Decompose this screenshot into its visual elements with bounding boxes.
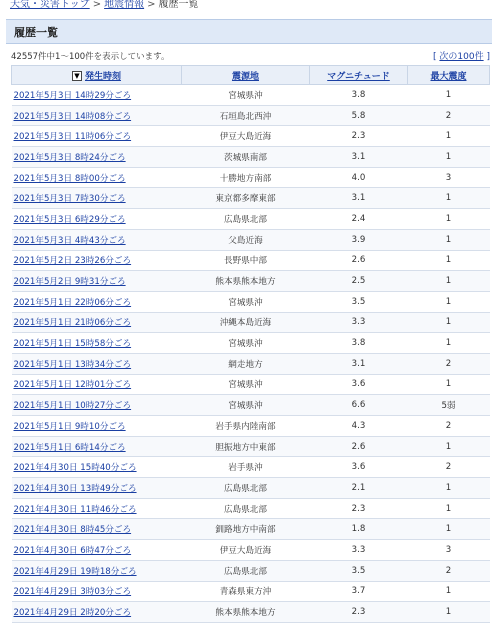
- table-row: [12, 540, 490, 561]
- row-epicenter-cell: 岩手県内陸南部: [182, 416, 310, 437]
- row-max-intensity-cell: 1: [408, 209, 490, 230]
- row-time-cell: [12, 312, 182, 333]
- page-title: 履歴一覧: [14, 26, 58, 39]
- row-time-cell: [12, 519, 182, 540]
- row-magnitude-cell: 2.6: [310, 436, 408, 457]
- row-magnitude-cell: 1.8: [310, 519, 408, 540]
- row-time-cell: [12, 436, 182, 457]
- row-magnitude-cell: 2.3: [310, 602, 408, 623]
- row-time-cell: [12, 333, 182, 354]
- row-max-intensity-cell: 1: [408, 374, 490, 395]
- row-max-intensity-cell: 1: [408, 85, 490, 106]
- table-row: [12, 105, 490, 126]
- table-row: [12, 519, 490, 540]
- row-magnitude-cell: 3.7: [310, 581, 408, 602]
- row-time-cell: [12, 209, 182, 230]
- table-row: [12, 250, 490, 271]
- earthquake-detail-link[interactable]: 2021年4月29日 19時18分ごろ: [13, 566, 137, 577]
- row-max-intensity-cell: 3: [408, 540, 490, 561]
- earthquake-detail-link[interactable]: 2021年4月29日 3時03分ごろ: [13, 587, 132, 598]
- table-row: [12, 167, 490, 188]
- table-row: [12, 395, 490, 416]
- earthquake-detail-link[interactable]: 2021年5月3日 11時06分ごろ: [13, 132, 132, 143]
- row-magnitude-cell: 3.5: [310, 560, 408, 581]
- row-epicenter-cell: 父島近海: [182, 229, 310, 250]
- row-max-intensity-cell: 1: [408, 436, 490, 457]
- row-time-cell: [12, 374, 182, 395]
- row-max-intensity-cell: 1: [408, 602, 490, 623]
- row-magnitude-cell: 6.6: [310, 395, 408, 416]
- row-time-cell: [12, 105, 182, 126]
- bracket-open: [: [433, 52, 437, 62]
- row-magnitude-cell: 3.1: [310, 188, 408, 209]
- row-magnitude-cell: 3.8: [310, 333, 408, 354]
- row-magnitude-cell: 3.6: [310, 374, 408, 395]
- row-max-intensity-cell: 1: [408, 498, 490, 519]
- row-magnitude-cell: 3.3: [310, 312, 408, 333]
- breadcrumb-link-weather-top[interactable]: 天気・災害トップ: [10, 0, 90, 10]
- breadcrumb-separator: >: [92, 0, 102, 10]
- earthquake-detail-link[interactable]: 2021年4月30日 15時40分ごろ: [13, 463, 137, 474]
- table-row: [12, 291, 490, 312]
- row-epicenter-cell: 伊豆大島近海: [182, 126, 310, 147]
- table-row: [12, 602, 490, 623]
- row-max-intensity-cell: 1: [408, 126, 490, 147]
- row-epicenter-cell: 釧路地方中南部: [182, 519, 310, 540]
- row-max-intensity-cell: 5弱: [408, 395, 490, 416]
- row-max-intensity-cell: 1: [408, 188, 490, 209]
- table-row: [12, 560, 490, 581]
- row-time-cell: [12, 581, 182, 602]
- earthquake-detail-link[interactable]: 2021年5月1日 10時27分ごろ: [13, 401, 132, 412]
- table-row: [12, 271, 490, 292]
- row-magnitude-cell: 3.9: [310, 229, 408, 250]
- earthquake-detail-link[interactable]: 2021年5月3日 14時08分ごろ: [13, 111, 132, 122]
- row-epicenter-cell: 東京都多摩東部: [182, 188, 310, 209]
- row-time-cell: [12, 416, 182, 437]
- table-row: [12, 333, 490, 354]
- row-max-intensity-cell: 1: [408, 333, 490, 354]
- row-epicenter-cell: 宮城県沖: [182, 291, 310, 312]
- row-max-intensity-cell: 1: [408, 250, 490, 271]
- column-header-epicenter[interactable]: 震源地: [182, 66, 310, 85]
- row-epicenter-cell: 熊本県熊本地方: [182, 602, 310, 623]
- table-row: [12, 581, 490, 602]
- row-time-cell: [12, 167, 182, 188]
- row-epicenter-cell: 熊本県熊本地方: [182, 271, 310, 292]
- row-epicenter-cell: 宮城県沖: [182, 85, 310, 106]
- row-epicenter-cell: 宮城県沖: [182, 374, 310, 395]
- table-row: [12, 147, 490, 168]
- row-time-cell: [12, 271, 182, 292]
- earthquake-detail-link[interactable]: 2021年5月1日 6時14分ごろ: [13, 442, 126, 453]
- row-magnitude-cell: 4.0: [310, 167, 408, 188]
- bracket-close: ]: [486, 52, 490, 62]
- earthquake-detail-link[interactable]: 2021年5月3日 8時00分ごろ: [13, 173, 126, 184]
- table-row: [12, 85, 490, 106]
- row-time-cell: [12, 498, 182, 519]
- row-time-cell: [12, 478, 182, 499]
- row-epicenter-cell: 岩手県沖: [182, 457, 310, 478]
- row-max-intensity-cell: 1: [408, 478, 490, 499]
- row-magnitude-cell: 2.5: [310, 271, 408, 292]
- table-row: [12, 478, 490, 499]
- row-epicenter-cell: 沖縄本島近海: [182, 312, 310, 333]
- earthquake-detail-link[interactable]: 2021年4月30日 6時47分ごろ: [13, 545, 132, 556]
- row-time-cell: [12, 457, 182, 478]
- row-max-intensity-cell: 2: [408, 457, 490, 478]
- row-time-cell: [12, 602, 182, 623]
- row-magnitude-cell: 3.1: [310, 353, 408, 374]
- row-time-cell: [12, 147, 182, 168]
- row-time-cell: [12, 291, 182, 312]
- row-magnitude-cell: 5.8: [310, 105, 408, 126]
- row-epicenter-cell: 胆振地方中東部: [182, 436, 310, 457]
- earthquake-detail-link[interactable]: 2021年4月30日 11時46分ごろ: [13, 504, 137, 515]
- row-epicenter-cell: 広島県北部: [182, 560, 310, 581]
- row-max-intensity-cell: 2: [408, 560, 490, 581]
- row-epicenter-cell: 茨城県南部: [182, 147, 310, 168]
- table-row: [12, 416, 490, 437]
- table-row: [12, 457, 490, 478]
- table-row: [12, 436, 490, 457]
- table-row: [12, 188, 490, 209]
- row-time-cell: [12, 188, 182, 209]
- row-time-cell: [12, 229, 182, 250]
- earthquake-history-table: [11, 65, 490, 623]
- row-max-intensity-cell: 1: [408, 291, 490, 312]
- row-max-intensity-cell: 1: [408, 271, 490, 292]
- row-magnitude-cell: 3.6: [310, 457, 408, 478]
- table-row: [12, 126, 490, 147]
- row-max-intensity-cell: 1: [408, 312, 490, 333]
- row-magnitude-cell: 3.3: [310, 540, 408, 561]
- row-magnitude-cell: 4.3: [310, 416, 408, 437]
- row-max-intensity-cell: 1: [408, 581, 490, 602]
- earthquake-detail-link[interactable]: 2021年5月3日 6時29分ごろ: [13, 214, 126, 225]
- table-header-row: [12, 66, 490, 85]
- row-epicenter-cell: 伊豆大島近海: [182, 540, 310, 561]
- breadcrumb: [10, 0, 198, 12]
- row-time-cell: [12, 395, 182, 416]
- row-magnitude-cell: 2.3: [310, 498, 408, 519]
- row-time-cell: [12, 85, 182, 106]
- row-max-intensity-cell: 1: [408, 519, 490, 540]
- earthquake-detail-link[interactable]: 2021年5月1日 12時01分ごろ: [13, 380, 132, 391]
- row-epicenter-cell: 十勝地方南部: [182, 167, 310, 188]
- earthquake-detail-link[interactable]: 2021年5月1日 21時06分ごろ: [13, 318, 132, 329]
- column-header-max-intensity[interactable]: 最大震度: [408, 66, 490, 85]
- next-page-control: [433, 49, 490, 62]
- earthquake-detail-link[interactable]: 2021年4月30日 13時49分ごろ: [13, 483, 137, 494]
- table-row: [12, 209, 490, 230]
- table-row: [12, 229, 490, 250]
- row-time-cell: [12, 250, 182, 271]
- earthquake-detail-link[interactable]: 2021年5月3日 7時30分ごろ: [13, 194, 126, 205]
- row-magnitude-cell: 2.3: [310, 126, 408, 147]
- earthquake-detail-link[interactable]: 2021年4月29日 2時20分ごろ: [13, 608, 132, 619]
- row-epicenter-cell: 広島県北部: [182, 498, 310, 519]
- earthquake-detail-link[interactable]: 2021年5月3日 14時29分ごろ: [13, 90, 132, 101]
- row-epicenter-cell: 宮城県沖: [182, 333, 310, 354]
- row-time-cell: [12, 540, 182, 561]
- earthquake-detail-link[interactable]: 2021年5月1日 13時34分ごろ: [13, 359, 132, 370]
- earthquake-detail-link[interactable]: 2021年5月1日 9時10分ごろ: [13, 421, 126, 432]
- row-epicenter-cell: 広島県北部: [182, 478, 310, 499]
- row-magnitude-cell: 2.4: [310, 209, 408, 230]
- row-max-intensity-cell: 2: [408, 105, 490, 126]
- row-max-intensity-cell: 2: [408, 416, 490, 437]
- sort-desc-icon[interactable]: ▼: [72, 71, 82, 81]
- row-magnitude-cell: 3.8: [310, 85, 408, 106]
- earthquake-detail-link[interactable]: 2021年4月30日 8時45分ごろ: [13, 525, 132, 536]
- row-magnitude-cell: 3.5: [310, 291, 408, 312]
- breadcrumb-link-earthquake-info[interactable]: 地震情報: [104, 0, 145, 10]
- page-title-bar: [6, 19, 492, 44]
- row-magnitude-cell: 3.1: [310, 147, 408, 168]
- breadcrumb-separator: >: [147, 0, 156, 10]
- row-time-cell: [12, 126, 182, 147]
- row-epicenter-cell: 宮城県沖: [182, 395, 310, 416]
- table-row: [12, 498, 490, 519]
- table-row: [12, 353, 490, 374]
- row-max-intensity-cell: 1: [408, 147, 490, 168]
- row-magnitude-cell: 2.6: [310, 250, 408, 271]
- row-epicenter-cell: 青森県東方沖: [182, 581, 310, 602]
- column-header-magnitude[interactable]: マグニチュード: [310, 66, 408, 85]
- earthquake-detail-link[interactable]: 2021年5月3日 8時24分ごろ: [13, 152, 126, 163]
- row-time-cell: [12, 560, 182, 581]
- breadcrumb-current: 履歴一覧: [158, 0, 199, 10]
- next-page-link[interactable]: 次の100件: [439, 52, 484, 62]
- earthquake-detail-link[interactable]: 2021年5月3日 4時43分ごろ: [13, 235, 126, 246]
- row-epicenter-cell: 広島県北部: [182, 209, 310, 230]
- table-row: [12, 374, 490, 395]
- row-max-intensity-cell: 3: [408, 167, 490, 188]
- column-header-time[interactable]: ▼ 発生時刻: [12, 66, 182, 85]
- earthquake-detail-link[interactable]: 2021年5月2日 23時26分ごろ: [13, 256, 132, 267]
- row-time-cell: [12, 353, 182, 374]
- row-epicenter-cell: 長野県中部: [182, 250, 310, 271]
- earthquake-detail-link[interactable]: 2021年5月2日 9時31分ごろ: [13, 277, 126, 288]
- result-summary: 42557件中1～100件を表示しています。: [11, 52, 170, 62]
- earthquake-detail-link[interactable]: 2021年5月1日 15時58分ごろ: [13, 339, 132, 350]
- row-epicenter-cell: 石垣島北西沖: [182, 105, 310, 126]
- row-max-intensity-cell: 2: [408, 353, 490, 374]
- row-max-intensity-cell: 1: [408, 229, 490, 250]
- row-magnitude-cell: 2.1: [310, 478, 408, 499]
- row-epicenter-cell: 網走地方: [182, 353, 310, 374]
- table-row: [12, 312, 490, 333]
- earthquake-detail-link[interactable]: 2021年5月1日 22時06分ごろ: [13, 297, 132, 308]
